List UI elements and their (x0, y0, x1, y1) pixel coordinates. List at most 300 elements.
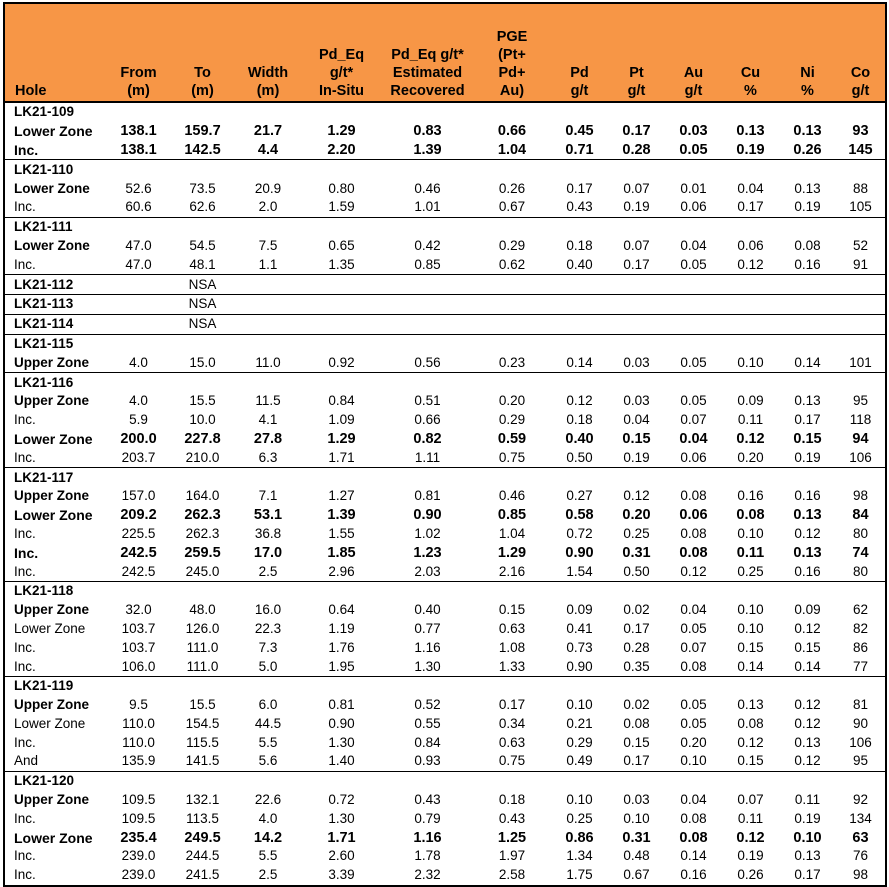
cell-from: 110.0 (122, 715, 155, 731)
cell-ni: 0.08 (794, 237, 821, 253)
cell-ni: 0.13 (793, 123, 822, 140)
cell-pd-eq-in-situ: 1.27 (328, 488, 355, 504)
cell-hole: Inc. (14, 658, 36, 674)
cell-co: 84 (852, 507, 869, 524)
cell-pd-eq-in-situ: 1.71 (328, 449, 355, 465)
cell-width: 1.1 (258, 256, 278, 272)
hole-title-row (5, 275, 885, 295)
hole-title-row (5, 373, 885, 392)
cell-au: 0.16 (680, 867, 707, 883)
empty-cell (665, 771, 722, 790)
hole-title-row (5, 294, 885, 314)
cell-pd-eq-in-situ: 1.29 (327, 430, 356, 447)
cell-pd-eq-recovered: 1.16 (414, 639, 441, 655)
empty-cell (779, 160, 836, 179)
cell-au: 0.07 (680, 639, 707, 655)
empty-cell (382, 676, 473, 695)
hole-id: LK21-114 (5, 314, 107, 334)
hole-id: LK21-113 (5, 294, 107, 314)
cell-from: 200.0 (120, 430, 157, 447)
empty-cell (836, 160, 885, 179)
empty-cell (235, 294, 301, 314)
nsa-cell: NSA (170, 275, 235, 295)
table-row (5, 198, 885, 217)
cell-pd-eq-recovered: 0.52 (414, 697, 441, 713)
table-body (5, 102, 885, 885)
cell-au: 0.10 (680, 753, 707, 769)
cell-to: 113.5 (186, 810, 219, 826)
empty-cell (473, 217, 551, 236)
cell-hole: Inc. (14, 256, 36, 272)
cell-pge: 0.67 (498, 199, 526, 215)
cell-au: 0.08 (679, 544, 708, 561)
empty-cell (301, 581, 382, 600)
hole-title-row (5, 468, 885, 487)
empty-cell (382, 468, 473, 487)
table-row (5, 638, 885, 657)
empty-cell (836, 275, 885, 295)
cell-pd-eq-in-situ: 1.95 (328, 658, 355, 674)
empty-cell (107, 676, 170, 695)
cell-au: 0.14 (680, 848, 707, 864)
cell-hole: Lower Zone (14, 237, 90, 253)
empty-cell (107, 217, 170, 236)
cell-pge: 0.26 (498, 180, 526, 196)
cell-hole: Inc. (14, 563, 36, 579)
cell-cu: 0.20 (737, 449, 764, 465)
cell-cu: 0.17 (737, 199, 764, 215)
cell-pd-eq-in-situ: 1.19 (328, 620, 355, 636)
table-row (5, 847, 885, 866)
cell-pd-eq-in-situ: 1.39 (327, 507, 356, 524)
cell-hole: Inc. (14, 544, 39, 561)
table-row (5, 392, 885, 411)
cell-pd-eq-in-situ: 0.72 (328, 792, 355, 808)
cell-width: 5.5 (258, 848, 278, 864)
cell-pge: 1.04 (497, 141, 527, 158)
cell-to: 48.0 (189, 602, 216, 618)
cell-pd: 0.09 (566, 602, 593, 618)
cell-hole: Inc. (14, 141, 39, 158)
cell-pd: 0.10 (566, 697, 593, 713)
cell-to: 262.3 (184, 507, 221, 524)
empty-cell (836, 676, 885, 695)
cell-au: 0.05 (680, 393, 707, 409)
cell-cu: 0.12 (736, 829, 765, 846)
empty-cell (170, 676, 235, 695)
empty-cell (551, 294, 608, 314)
cell-ni: 0.19 (794, 449, 821, 465)
cell-hole: Lower Zone (14, 180, 90, 196)
cell-pd: 1.54 (566, 563, 593, 579)
header-from-line: (m) (127, 83, 150, 99)
cell-cu: 0.10 (737, 354, 764, 370)
table-row (5, 487, 885, 506)
empty-cell (608, 334, 665, 353)
cell-to: 48.1 (189, 256, 216, 272)
empty-cell (722, 373, 779, 392)
cell-pge: 0.66 (497, 123, 527, 140)
cell-width: 7.5 (258, 237, 278, 253)
header-ni-line: Ni (800, 65, 815, 81)
empty-cell (382, 373, 473, 392)
cell-hole: Inc. (14, 199, 36, 215)
cell-from: 60.6 (125, 199, 152, 215)
cell-hole: Upper Zone (14, 697, 90, 713)
cell-to: 210.0 (185, 449, 220, 465)
cell-to: 154.5 (185, 715, 220, 731)
cell-width: 36.8 (254, 525, 282, 541)
header-cu-line: % (744, 83, 757, 99)
cell-pt: 0.04 (623, 412, 650, 428)
cell-pge: 0.75 (498, 449, 526, 465)
empty-cell (301, 468, 382, 487)
cell-pd: 0.43 (566, 199, 593, 215)
cell-cu: 0.13 (737, 697, 764, 713)
cell-pt: 0.28 (623, 639, 650, 655)
cell-pt: 0.35 (623, 658, 650, 674)
cell-width: 22.3 (254, 620, 282, 636)
cell-au: 0.20 (680, 734, 707, 750)
cell-hole: Inc. (14, 867, 36, 883)
cell-co: 77 (852, 658, 869, 674)
hole-id: LK21-118 (5, 581, 107, 600)
cell-from: 109.5 (121, 810, 156, 826)
cell-to: 54.5 (189, 237, 216, 253)
cell-from: 239.0 (121, 867, 156, 883)
cell-from: 109.5 (121, 792, 156, 808)
empty-cell (722, 160, 779, 179)
cell-width: 4.0 (258, 810, 278, 826)
empty-cell (170, 373, 235, 392)
cell-au: 0.04 (680, 602, 707, 618)
empty-cell (779, 676, 836, 695)
cell-to: 15.5 (189, 393, 216, 409)
cell-pge: 0.43 (498, 810, 526, 826)
cell-pt: 0.10 (623, 810, 650, 826)
cell-pd-eq-in-situ: 2.60 (328, 848, 355, 864)
empty-cell (170, 771, 235, 790)
cell-pd: 0.17 (566, 180, 593, 196)
cell-cu: 0.07 (737, 792, 764, 808)
cell-ni: 0.16 (794, 488, 821, 504)
cell-co: 80 (852, 563, 869, 579)
empty-cell (382, 160, 473, 179)
empty-cell (473, 373, 551, 392)
cell-pd: 0.90 (566, 658, 593, 674)
cell-cu: 0.10 (737, 525, 764, 541)
hole-title-row (5, 771, 885, 790)
cell-pd: 0.40 (565, 430, 594, 447)
cell-pd: 0.21 (566, 715, 593, 731)
empty-cell (551, 334, 608, 353)
cell-to: 227.8 (184, 430, 221, 447)
empty-cell (473, 314, 551, 334)
cell-pge: 1.08 (498, 639, 526, 655)
header-pd (551, 4, 608, 102)
empty-cell (608, 160, 665, 179)
empty-cell (235, 275, 301, 295)
empty-cell (836, 102, 885, 122)
empty-cell (382, 102, 473, 122)
cell-to: 245.0 (185, 563, 220, 579)
cell-co: 118 (849, 412, 872, 428)
table-row (5, 411, 885, 430)
cell-cu: 0.11 (737, 412, 764, 428)
empty-cell (473, 676, 551, 695)
empty-cell (107, 160, 170, 179)
empty-cell (301, 676, 382, 695)
empty-cell (665, 294, 722, 314)
cell-au: 0.06 (680, 199, 707, 215)
empty-cell (779, 581, 836, 600)
cell-au: 0.08 (680, 658, 707, 674)
cell-cu: 0.10 (737, 620, 764, 636)
header-pd-line: Pd (570, 65, 589, 81)
cell-hole: Lower Zone (14, 715, 86, 731)
cell-pd-eq-recovered: 1.16 (413, 829, 442, 846)
cell-pd-eq-recovered: 0.84 (414, 734, 441, 750)
cell-pt: 0.48 (623, 848, 650, 864)
cell-pge: 0.63 (498, 620, 526, 636)
empty-cell (382, 217, 473, 236)
cell-au: 0.05 (680, 715, 707, 731)
empty-cell (107, 275, 170, 295)
cell-pge: 0.75 (498, 753, 526, 769)
cell-pt: 0.20 (622, 507, 651, 524)
cell-pd: 1.34 (566, 848, 593, 864)
empty-cell (608, 275, 665, 295)
hole-id: LK21-117 (5, 468, 107, 487)
cell-pd-eq-recovered: 0.46 (414, 180, 441, 196)
cell-pge: 2.16 (498, 563, 526, 579)
header-ni (779, 4, 836, 102)
cell-pd-eq-recovered: 0.42 (414, 237, 441, 253)
cell-to: 62.6 (189, 199, 216, 215)
cell-pd-eq-recovered: 1.02 (414, 525, 441, 541)
cell-width: 44.5 (254, 715, 282, 731)
cell-co: 106 (849, 734, 872, 750)
table-row (5, 448, 885, 467)
cell-ni: 0.26 (793, 141, 822, 158)
header-au-line: g/t (684, 83, 703, 99)
cell-width: 11.0 (255, 354, 281, 370)
table-row (5, 255, 885, 274)
cell-pge: 1.25 (497, 829, 527, 846)
cell-width: 20.9 (254, 180, 282, 196)
cell-cu: 0.25 (737, 563, 764, 579)
cell-pt: 0.03 (623, 792, 650, 808)
empty-cell (779, 217, 836, 236)
cell-au: 0.08 (679, 829, 708, 846)
cell-width: 6.0 (258, 697, 278, 713)
cell-pd-eq-recovered: 0.66 (414, 412, 441, 428)
cell-pd-eq-in-situ: 0.80 (328, 180, 355, 196)
cell-au: 0.03 (679, 123, 708, 140)
header-pge-line: Pd+ (498, 65, 526, 81)
cell-cu: 0.13 (736, 123, 765, 140)
cell-pd: 0.29 (566, 734, 593, 750)
cell-co: 62 (852, 602, 869, 618)
cell-co: 95 (852, 753, 869, 769)
cell-pd-eq-in-situ: 1.29 (327, 123, 356, 140)
cell-au: 0.08 (680, 810, 707, 826)
empty-cell (235, 334, 301, 353)
header-to-line: (m) (191, 83, 214, 99)
table-row (5, 696, 885, 715)
cell-pd: 0.72 (566, 525, 593, 541)
cell-pt: 0.25 (623, 525, 650, 541)
cell-hole: Inc. (14, 734, 36, 750)
table-row (5, 601, 885, 620)
cell-hole: Lower Zone (14, 123, 93, 140)
cell-au: 0.05 (680, 697, 707, 713)
cell-pge: 1.29 (497, 544, 527, 561)
cell-au: 0.05 (679, 141, 708, 158)
empty-cell (551, 581, 608, 600)
hole-id: LK21-110 (5, 160, 107, 179)
cell-pt: 0.08 (623, 715, 650, 731)
cell-pge: 2.58 (498, 867, 526, 883)
cell-hole: Upper Zone (14, 792, 90, 808)
empty-cell (665, 334, 722, 353)
cell-co: 81 (852, 697, 869, 713)
empty-cell (836, 373, 885, 392)
header-width-line: Width (247, 65, 289, 81)
cell-pge: 0.62 (498, 256, 526, 272)
cell-from: 4.0 (129, 354, 148, 370)
empty-cell (551, 373, 608, 392)
empty-cell (473, 581, 551, 600)
cell-pd: 0.12 (566, 393, 593, 409)
header-pt (608, 4, 665, 102)
cell-cu: 0.14 (737, 658, 764, 674)
empty-cell (382, 294, 473, 314)
cell-co: 90 (852, 715, 869, 731)
cell-to: 262.3 (185, 525, 220, 541)
cell-pt: 0.50 (623, 563, 650, 579)
empty-cell (551, 314, 608, 334)
cell-pd: 0.49 (566, 753, 593, 769)
empty-cell (779, 294, 836, 314)
cell-pd-eq-recovered: 0.81 (414, 488, 441, 504)
header-pd-eq-in-situ-line: Pd_Eq (318, 47, 365, 63)
cell-from: 4.0 (129, 393, 148, 409)
table-row (5, 809, 885, 828)
cell-pge: 0.46 (498, 488, 526, 504)
cell-pge: 0.20 (498, 393, 526, 409)
empty-cell (722, 771, 779, 790)
table-row (5, 353, 885, 372)
cell-pt: 0.12 (623, 488, 650, 504)
header-pd-eq-in-situ-line: g/t* (329, 65, 354, 81)
empty-cell (473, 334, 551, 353)
cell-to: 126.0 (185, 620, 220, 636)
cell-width: 5.6 (258, 753, 278, 769)
cell-pd-eq-in-situ: 0.65 (328, 237, 355, 253)
empty-cell (170, 102, 235, 122)
empty-cell (382, 275, 473, 295)
table-row (5, 430, 885, 449)
hole-title-row (5, 676, 885, 695)
header-co (836, 4, 885, 102)
cell-pd: 0.25 (566, 810, 593, 826)
cell-pd: 0.10 (566, 792, 593, 808)
cell-from: 5.9 (129, 412, 148, 428)
cell-pd-eq-recovered: 2.32 (414, 867, 441, 883)
cell-co: 52 (852, 237, 869, 253)
cell-cu: 0.15 (737, 753, 764, 769)
cell-from: 209.2 (120, 507, 157, 524)
table-row (5, 237, 885, 256)
empty-cell (551, 771, 608, 790)
table-row (5, 179, 885, 198)
empty-cell (665, 676, 722, 695)
cell-pd-eq-in-situ: 1.09 (328, 412, 355, 428)
cell-pd: 0.50 (566, 449, 593, 465)
cell-hole: Upper Zone (14, 393, 90, 409)
cell-au: 0.05 (680, 354, 707, 370)
cell-pd-eq-in-situ: 1.40 (328, 753, 355, 769)
cell-pd-eq-recovered: 0.83 (413, 123, 442, 140)
empty-cell (836, 581, 885, 600)
cell-co: 98 (852, 488, 869, 504)
empty-cell (722, 294, 779, 314)
cell-pt: 0.17 (623, 753, 650, 769)
empty-cell (722, 676, 779, 695)
cell-from: 225.5 (121, 525, 156, 541)
cell-hole: Inc. (14, 412, 36, 428)
empty-cell (551, 160, 608, 179)
cell-co: 92 (852, 792, 869, 808)
cell-pd: 0.41 (566, 620, 593, 636)
cell-co: 145 (848, 141, 873, 158)
cell-co: 91 (852, 256, 869, 272)
table-row (5, 752, 885, 771)
cell-hole: And (14, 753, 39, 769)
cell-cu: 0.08 (736, 507, 765, 524)
cell-to: 115.5 (186, 734, 219, 750)
header-from (107, 4, 170, 102)
cell-au: 0.05 (680, 256, 707, 272)
empty-cell (473, 771, 551, 790)
header-pt-line: Pt (629, 65, 644, 81)
hole-id: LK21-111 (5, 217, 107, 236)
cell-width: 5.0 (258, 658, 278, 674)
header-pd-eq-recovered-line: Pd_Eq g/t* (391, 47, 464, 63)
cell-ni: 0.12 (794, 697, 821, 713)
table-row (5, 562, 885, 581)
cell-from: 9.5 (129, 697, 148, 713)
hole-id: LK21-109 (14, 104, 75, 120)
cell-pd-eq-recovered: 0.51 (414, 393, 441, 409)
cell-hole: Inc. (14, 810, 36, 826)
cell-cu: 0.11 (736, 544, 765, 561)
cell-ni: 0.12 (794, 715, 821, 731)
cell-from: 157.0 (121, 488, 156, 504)
empty-cell (235, 217, 301, 236)
assay-results-table-frame (3, 2, 887, 887)
empty-cell (608, 581, 665, 600)
hole-title-row (5, 102, 885, 122)
cell-ni: 0.12 (794, 620, 821, 636)
cell-co: 86 (852, 639, 869, 655)
empty-cell (722, 314, 779, 334)
cell-to: 132.1 (185, 792, 220, 808)
cell-ni: 0.17 (794, 867, 821, 883)
empty-cell (665, 102, 722, 122)
cell-pt: 0.03 (623, 393, 650, 409)
